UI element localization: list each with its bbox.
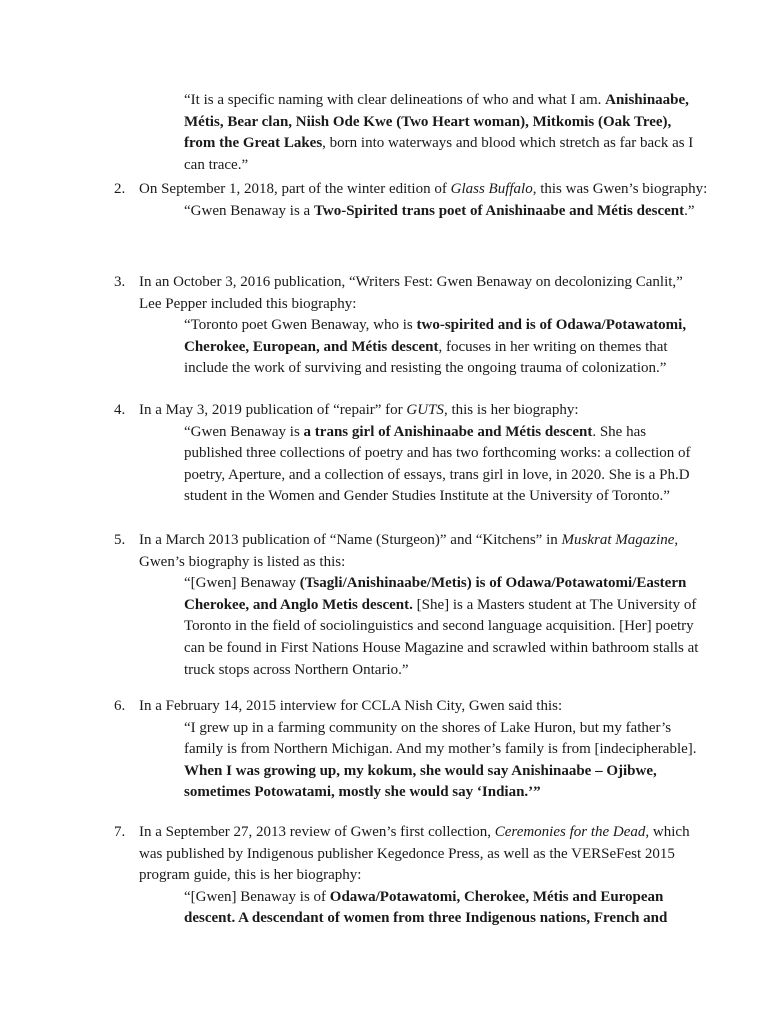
- item-quote: “Gwen Benaway is a trans girl of Anishinaabe and Métis descent. She has published three collections of poetry and has two forthcoming works: a collection of poetry, Aperture, and a collection of essays, trans girl in love, in 2020. She is a Ph.D student in the Women and Gender Studies Institute at the University of Toronto.”: [184, 423, 691, 505]
- item-quote: “[Gwen] Benaway (Tsagli/Anishinaabe/Metis) is of Odawa/Potawatomi/Eastern Cherokee, and Anglo Metis descent. [She] is a Masters student at The University of Toronto in the field of sociolinguistics and second language acquisition. [Her] poetry can be found in First Nations House Magazine and scrawled within bathroom stalls at truck stops across Northern Ontario.”: [184, 575, 699, 678]
- list-item: [114, 822, 714, 930]
- list-item: [114, 696, 714, 804]
- continued-quote: “It is a specific naming with clear delineations of who and what I am. Anishinaabe, Métis, Bear clan, Niish Ode Kwe (Two Heart woman), Mitkomis (Oak Tree), from the Great Lakes, born into waterways and blood which stretch as far back as I can trace.”: [184, 92, 694, 173]
- list-item: [114, 400, 714, 508]
- list-number: 7.: [114, 824, 126, 840]
- item-intro: In an October 3, 2016 publication, “Writers Fest: Gwen Benaway on decolonizing Canlit,” Lee Pepper included this biography:: [139, 274, 683, 312]
- item-quote: “[Gwen] Benaway is of Odawa/Potawatomi, Cherokee, Métis and European descent. A descendant of women from three Indigenous nations, French and: [184, 888, 668, 927]
- item-intro: In a September 27, 2013 review of Gwen’s first collection, Ceremonies for the Dead, which was published by Indigenous publisher Kegedonce Press, as well as the VERSeFest 2015 program guide, this is her biography:: [139, 824, 690, 884]
- list-item: [114, 179, 714, 222]
- list-number: 3.: [114, 274, 126, 290]
- item-intro: In a March 2013 publication of “Name (Sturgeon)” and “Kitchens” in Muskrat Magazine, Gwen’s biography is listed as this:: [139, 532, 679, 570]
- list-item: [114, 272, 714, 380]
- item-quote: “Gwen Benaway is a Two-Spirited trans poet of Anishinaabe and Métis descent.”: [184, 202, 695, 219]
- item-intro: In a May 3, 2019 publication of “repair” for GUTS, this is her biography:: [139, 402, 579, 418]
- list-number: 6.: [114, 698, 126, 714]
- item-intro: In a February 14, 2015 interview for CCLA Nish City, Gwen said this:: [139, 698, 563, 714]
- list-item: [114, 530, 714, 681]
- item-quote: “Toronto poet Gwen Benaway, who is two-spirited and is of Odawa/Potawatomi, Cherokee, European, and Métis descent, focuses in her writing on themes that include the work of surviving and resisting the ongoing trauma of colonization.”: [184, 317, 687, 377]
- item-quote: “I grew up in a farming community on the shores of Lake Huron, but my father’s family is from Northern Michigan. And my mother’s family is from [indecipherable]. When I was growing up, my kokum, she would say Anishinaabe – Ojibwe, sometimes Potowatami, mostly she would say ‘Indian.’”: [184, 719, 697, 801]
- item-intro: On September 1, 2018, part of the winter edition of Glass Buffalo, this was Gwen’s biography:: [139, 181, 708, 197]
- list-number: 2.: [114, 181, 126, 197]
- list-number: 4.: [114, 402, 126, 418]
- list-number: 5.: [114, 532, 126, 548]
